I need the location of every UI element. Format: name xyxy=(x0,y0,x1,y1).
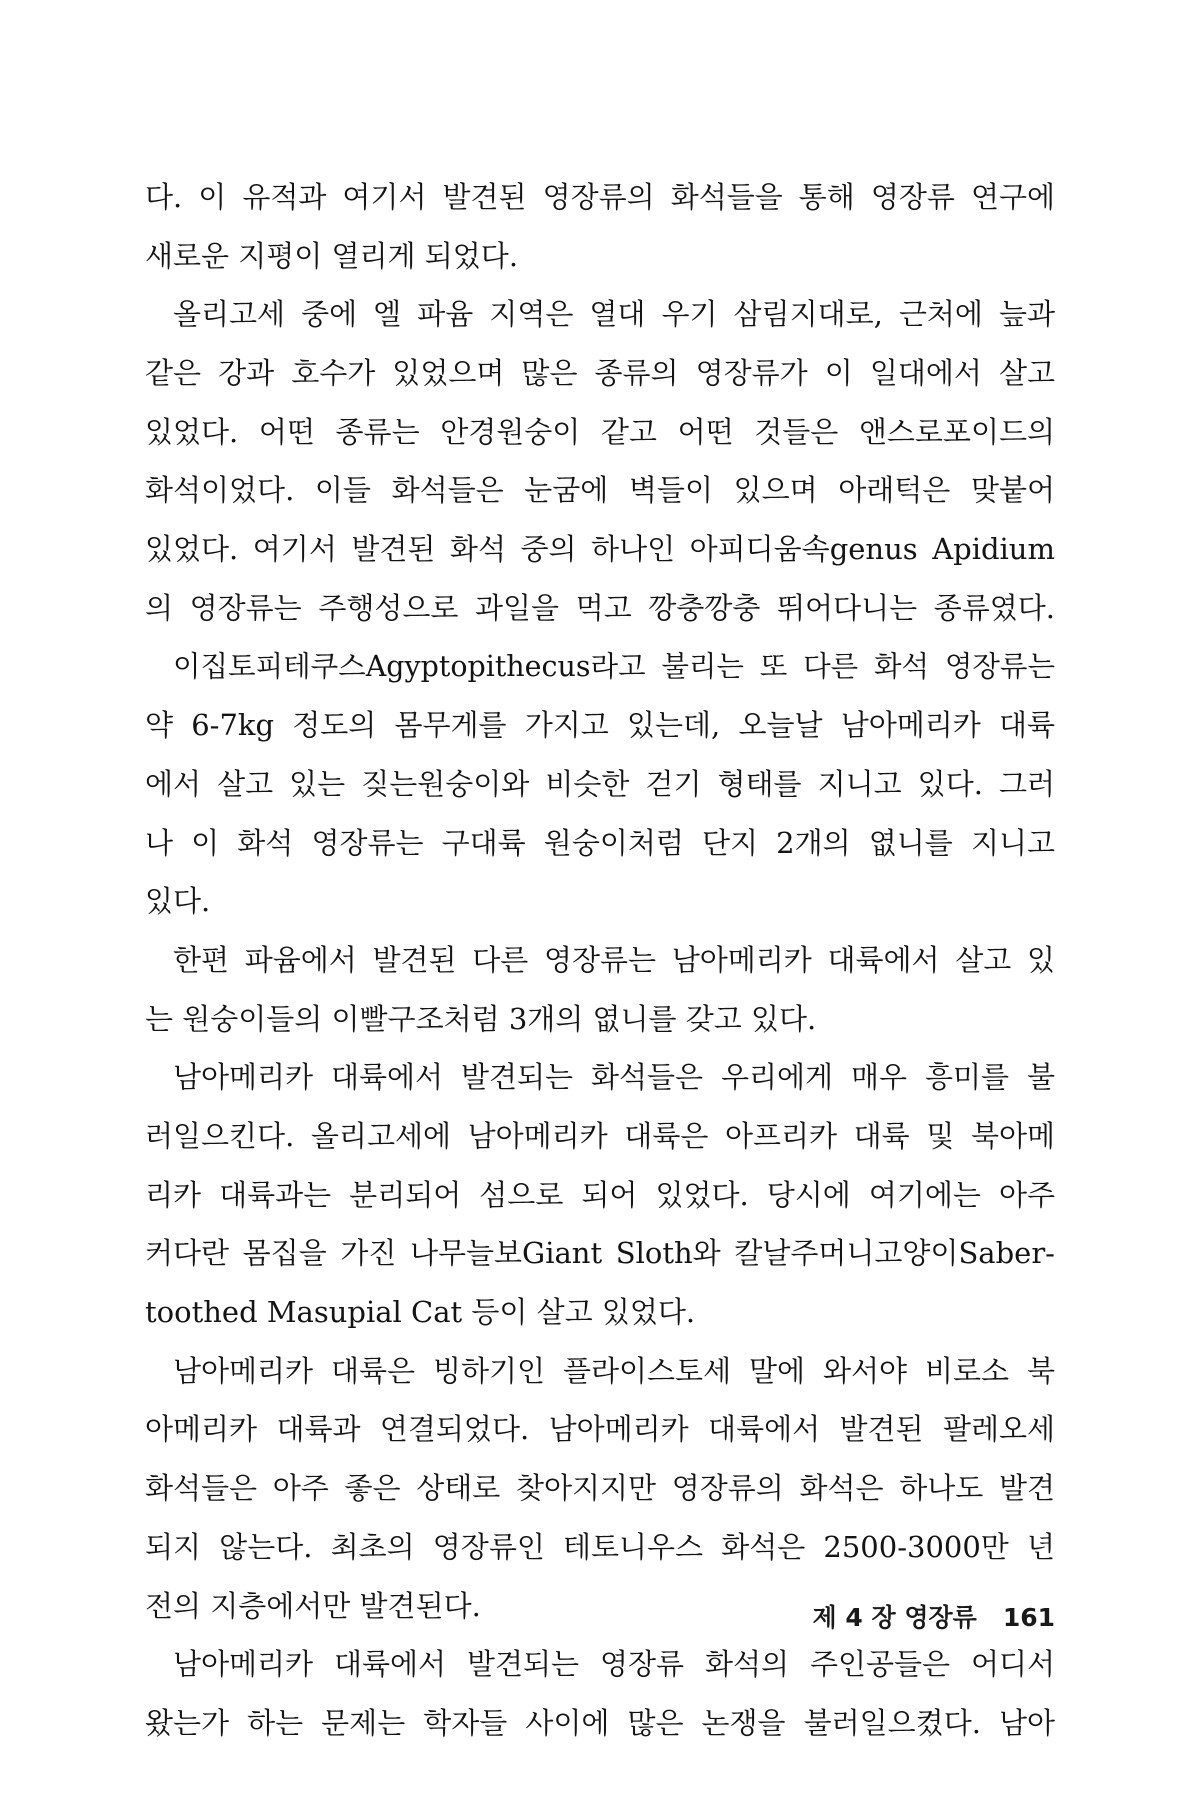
text-line: 리카 대륙과는 분리되어 섬으로 되어 있었다. 당시에 여기에는 아주 xyxy=(145,1177,1055,1212)
text-line: 있었다. 어떤 종류는 안경원숭이 같고 어떤 것들은 앤스로포이드의 xyxy=(145,414,1055,449)
paragraph xyxy=(145,638,1055,931)
paragraph xyxy=(145,931,1055,1048)
paragraph xyxy=(145,1048,1055,1341)
page-number: 161 xyxy=(1002,1603,1055,1632)
text-line: 남아메리카 대륙에서 발견되는 화석들은 우리에게 매우 흥미를 불 xyxy=(173,1060,1055,1095)
text-line: 새로운 지평이 열리게 되었다. xyxy=(145,238,519,273)
text-line: 는 원숭이들의 이빨구조처럼 3개의 엾니를 갖고 있다. xyxy=(145,1001,817,1036)
text-line: 있었다. 여기서 발견된 화석 중의 하나인 아피디움속genus Apidium xyxy=(145,532,1055,567)
text-line: 화석들은 아주 좋은 상태로 찾아지지만 영장류의 화석은 하나도 발견 xyxy=(145,1471,1055,1506)
text-line: 약 6-7kg 정도의 몸무게를 가지고 있는데, 오늘날 남아메리카 대륙 xyxy=(145,708,1055,743)
paragraph xyxy=(145,1635,1055,1752)
text-line: 같은 강과 호수가 있었으며 많은 종류의 영장류가 이 일대에서 살고 xyxy=(145,356,1055,391)
text-line: 남아메리카 대륙에서 발견되는 영장류 화석의 주인공들은 어디서 xyxy=(173,1647,1055,1682)
text-line: 있다. xyxy=(145,884,211,919)
text-line: 화석이었다. 이들 화석들은 눈굼에 벽들이 있으며 아래턱은 맞붙어 xyxy=(145,473,1055,508)
text-line: 왔는가 하는 문제는 학자들 사이에 많은 논쟁을 불러일으켰다. 남아 xyxy=(145,1705,1055,1740)
paragraph xyxy=(145,168,1055,285)
text-line: 의 영장류는 주행성으로 과일을 먹고 깡충깡충 뛰어다니는 종류였다. xyxy=(145,590,1055,625)
page-body xyxy=(145,168,1055,1753)
text-line: 에서 살고 있는 짖는원숭이와 비슷한 걷기 형태를 지니고 있다. 그러 xyxy=(145,766,1055,801)
text-line: 한편 파윰에서 발견된 다른 영장류는 남아메리카 대륙에서 살고 있 xyxy=(173,942,1055,977)
text-line: 러일으킨다. 올리고세에 남아메리카 대륙은 아프리카 대륙 및 북아메 xyxy=(145,1119,1055,1153)
running-chapter-title: 제 4 장 영장류 xyxy=(812,1603,977,1632)
text-line: 나 이 화석 영장류는 구대륙 원숭이처럼 단지 2개의 엾니를 지니고 xyxy=(145,825,1055,860)
text-line: 아메리카 대륙과 연결되었다. 남아메리카 대륙에서 발견된 팔레오세 xyxy=(145,1412,1055,1447)
paragraph xyxy=(145,1342,1055,1635)
page-footer xyxy=(145,1598,1055,1634)
text-line: toothed Masupial Cat 등이 살고 있었다. xyxy=(145,1295,696,1330)
text-line: 남아메리카 대륙은 빙하기인 플라이스토세 말에 와서야 비로소 북 xyxy=(173,1353,1055,1388)
text-line: 전의 지층에서만 발견된다. xyxy=(145,1588,481,1623)
paragraph xyxy=(145,285,1055,637)
text-line: 되지 않는다. 최초의 영장류인 테토니우스 화석은 2500-3000만 년 xyxy=(145,1529,1055,1564)
text-line: 커다란 몸집을 가진 나무늘보Giant Sloth와 칼날주머니고양이Saber- xyxy=(145,1236,1055,1271)
text-line: 이집토피테쿠스Agyptopithecus라고 불리는 또 다른 화석 영장류는 xyxy=(173,649,1055,683)
text-line: 다. 이 유적과 여기서 발견된 영장류의 화석들을 통해 영장류 연구에 xyxy=(145,180,1055,214)
text-line: 올리고세 중에 엘 파윰 지역은 열대 우기 삼림지대로, 근처에 늪과 xyxy=(173,297,1055,332)
